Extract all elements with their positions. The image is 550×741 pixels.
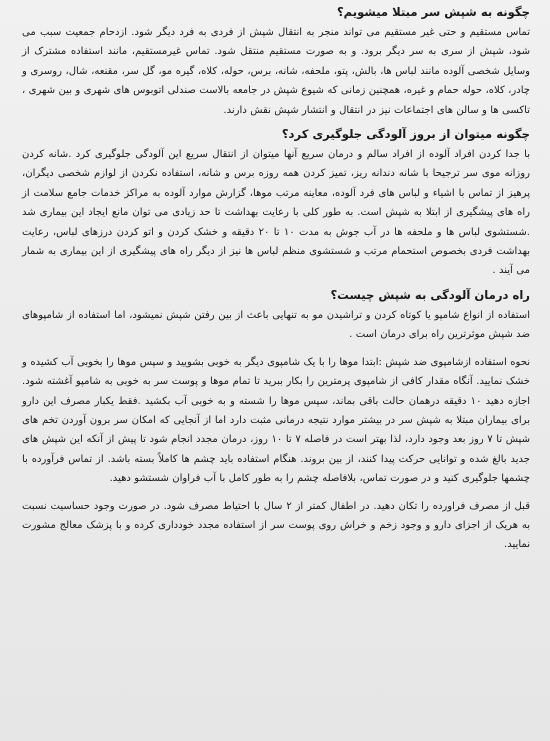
section-treatment [22, 287, 530, 555]
paragraph-treatment-intro: استفاده از انواع شامپو یا کوتاه کردن و تراشیدن مو به تنهایی باعث از بین رفتن شپش نمیشود، اما استفاده از شامپوهای ضد شپش موثرترین راه برای درمان است . [22, 309, 530, 341]
heading-prevention: چگونه میتوان از بروز آلودگی جلوگیری کرد؟ [281, 127, 530, 142]
heading-treatment: راه درمان آلودگی به شپش چیست؟ [330, 287, 530, 302]
paragraph-shampoo-usage: نحوه استفاده ازشامپوی ضد شپش :ابتدا موها را با یک شامپوی دیگر به خوبی بشویید و سپس موها را بخوبی آب کشیده و خشک نمایید. آنگاه مقدار کافی از شامپوی پرمترین را بکار ببرید تا تمام موها و پوست سر به خوبی به شامپو آغشته شود. اجازه دهید ۱۰ دقیقه درهمان حالت باقی بماند، سپس موها را شسته و به خوبی آب بکشید .فقط یکبار مصرف این دارو برای بیماران مبتلا به شپش سر در بیشتر موارد نتیجه درمانی مثبت دارد اما از آنجایی که امکان سر برون آوردن تخم های شپش تا ۷ روز بعد وجود دارد، لذا بهتر است در فاصله ۷ تا ۱۰ روز، درمان مجدد انجام شود تا پیش از آنکه این شپش های جدید بالغ شده و توانایی حرکت پیدا کنند، از بین بروند. هنگام استفاده باید چشم ها کاملاً بسته باشد. از تماس فرآورده با چشمها جلوگیری کنید و در صورت تماس، بلافاصله چشم را به طور کامل با آب فراوان شستشو دهید. [22, 356, 530, 485]
paragraph-prevention: با جدا کردن افراد آلوده از افراد سالم و درمان سریع آنها میتوان از انتقال سریع این آلودگی جلوگیری کرد .شانه کردن روزانه موی سر ترجیحا با شانه دندانه ریز، تمیز کردن همه روزه برس و شانه، استفاده نکردن از لوازم شخصی دیگران، پرهیز از تماس با اشیاء و لباس های فرد آلوده، معاینه مرتب موها، گزارش موارد آلوده به مراکز خدمات جامع سلامت از راه های پیشگیری از ابتلا به شپش است. به طور کلی با رعایت بهداشت تا حد زیادی می توان مانع ایجاد این بیماری شد .شستشوی لباس ها و ملحفه ها در آب جوش به مدت ۱۰ تا ۲۰ دقیقه و خشک کردن و اتو کردن درزهای لباس، رعایت بهداشت فردی بخصوص استحمام مرتب و شستشوی منظم لباس ها نیز از دیگر راه های پیشگیری از این بیماری به شمار می آیند . [22, 149, 530, 277]
heading-how-infected: چگونه به شپش سر مبتلا میشویم؟ [336, 5, 530, 19]
section-transmission [22, 4, 530, 120]
section-prevention [22, 126, 530, 281]
paragraph-precautions: قبل از مصرف فراورده را تکان دهید. در اطفال کمتر از ۲ سال با احتیاط مصرف شود. در صورت وجود حساسیت نسبت به هریک از اجزای دارو و وجود زخم و خراش روی پوست سر از استفاده مجدد خودداری کرده و با پزشک معالج مشورت نمایید. [22, 500, 530, 551]
paragraph-transmission: تماس مستقیم و حتی غیر مستقیم می تواند منجر به انتقال شپش از فردی به فرد دیگر شود. ازدحام جمعیت سبب می شود، شپش از سری به سر دیگر برود. و به صورت مستقیم منتقل شود. تماس غیرمستقیم، مانند استفاده مشترک از وسایل شخصی آلوده مانند لباس ها، بالش، پتو، ملحفه، شانه، برس، حوله، کلاه، گیره مو، گل سر، مقنعه، شال، روسری و چادر، کلاه، حوله حمام و غیره، همچنین زمانی که شیوع شپش در جامعه بالاست صندلی اتوبوس های شهری و بین شهری ، تاکسی ها و سالن های اجتماعات نیز در انتقال و انتشار شپش نقش دارند. [22, 27, 530, 116]
